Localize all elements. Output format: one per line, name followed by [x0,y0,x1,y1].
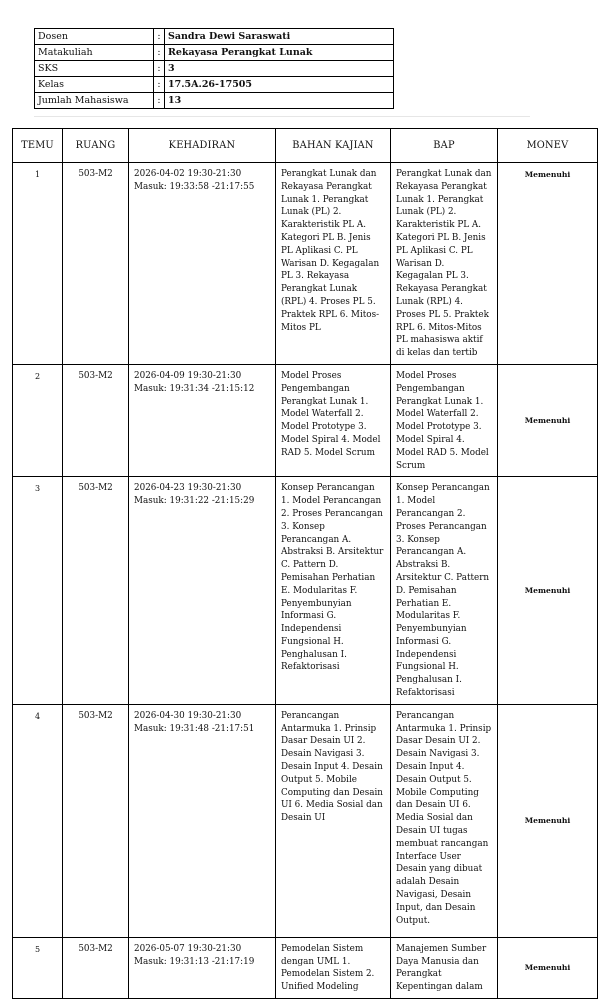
table-row [13,477,598,705]
info-value-jumlah-mahasiswa: 13 [165,93,394,109]
kehadiran-jadwal: 2026-04-02 19:30-21:30 [134,169,242,179]
info-label: Kelas [35,77,154,93]
kehadiran-jadwal: 2026-04-23 19:30-21:30 [134,483,242,494]
info-row-jumlah-mahasiswa [35,93,394,109]
cell-bahan-kajian: Model Proses Pengembangan Perangkat Lunak 1. Model Waterfall 2. Model Prototype 3. Model Spiral 4. Model RAD 5. Model Scrum [276,364,391,476]
info-row-dosen [35,29,394,45]
cell-temu: 5 [13,937,63,998]
cell-kehadiran [129,364,276,476]
cell-bahan-kajian: Perancangan Antarmuka 1. Prinsip Dasar Desain UI 2. Desain Navigasi 3. Desain Input 4. Desain Output 5. Mobile Computing dan Desain UI 6. Media Sosial dan Desain UI [276,704,391,937]
attendance-table [12,128,598,999]
table-row [13,704,598,937]
cell-bap: Perangkat Lunak dan Rekayasa Perangkat Lunak 1. Perangkat Lunak (PL) 2. Karakteristik PL A. Kategori PL B. Jenis PL Aplikasi C. PL Warisan D. Kegagalan PL 3. Rekayasa Perangkat Lunak (RPL) 4. Proses PL 5. Praktek RPL 6. Mitos-Mitos PL mahasiswa aktif di kelas dan tertib [391,163,498,365]
info-colon: : [154,77,165,93]
cell-monev: Memenuhi [498,364,598,476]
info-row-matakuliah [35,45,394,61]
cell-bahan-kajian: Perangkat Lunak dan Rekayasa Perangkat Lunak 1. Perangkat Lunak (PL) 2. Karakteristik PL A. Kategori PL B. Jenis PL Aplikasi C. PL Warisan D. Kegagalan PL 3. Rekayasa Perangkat Lunak (RPL) 4. Proses PL 5. Praktek RPL 6. Mitos-Mitos PL [276,163,391,365]
cell-bap: Konsep Perancangan 1. Model Perancangan 2. Proses Perancangan 3. Konsep Perancangan A. Abstraksi B. Arsitektur C. Pattern D. Pemisahan Perhatian E. Modularitas F. Penyembunyian Informasi G. Independensi Fungsional H. Penghalusan I. Refaktorisasi [391,477,498,705]
cell-ruang: 503-M2 [63,477,129,705]
info-label: Matakuliah [35,45,154,61]
header-kehadiran: KEHADIRAN [129,129,276,163]
cell-bahan-kajian: Konsep Perancangan 1. Model Perancangan 2. Proses Perancangan 3. Konsep Perancangan A. Abstraksi B. Arsitektur C. Pattern D. Pemisahan Perhatian E. Modularitas F. Penyembunyian Informasi G. Independensi Fungsional H. Penghalusan I. Refaktorisasi [276,477,391,705]
info-colon: : [154,93,165,109]
header-bap: BAP [391,129,498,163]
cell-ruang: 503-M2 [63,704,129,937]
header-temu: TEMU [13,129,63,163]
info-label: Jumlah Mahasiswa [35,93,154,109]
cell-kehadiran [129,704,276,937]
cell-ruang: 503-M2 [63,163,129,365]
cell-monev: Memenuhi [498,163,598,365]
kehadiran-jadwal: 2026-04-09 19:30-21:30 [134,370,242,381]
kehadiran-masuk: Masuk: 19:31:48 -21:17:51 [134,723,255,734]
course-info-table [34,28,394,109]
info-value-kelas: 17.5A.26-17505 [165,77,394,93]
info-row-kelas [35,77,394,93]
table-header-row [13,129,598,163]
cell-monev: Memenuhi [498,477,598,705]
info-colon: : [154,29,165,45]
info-label: SKS [35,61,154,77]
cell-bahan-kajian: Pemodelan Sistem dengan UML 1. Pemodelan Sistem 2. Unified Modeling [276,937,391,998]
kehadiran-jadwal: 2026-04-30 19:30-21:30 [134,710,242,721]
info-row-sks [35,61,394,77]
info-label: Dosen [35,29,154,45]
header-bahan-kajian: BAHAN KAJIAN [276,129,391,163]
cell-monev: Memenuhi [498,937,598,998]
cell-temu: 4 [13,704,63,937]
divider [34,116,530,117]
cell-temu: 3 [13,477,63,705]
cell-bap: Manajemen Sumber Daya Manusia dan Perangkat Kepentingan dalam [391,937,498,998]
cell-temu: 1 [13,163,63,365]
info-value-matakuliah: Rekayasa Perangkat Lunak [165,45,394,61]
cell-ruang: 503-M2 [63,364,129,476]
cell-monev: Memenuhi [498,704,598,937]
kehadiran-masuk: Masuk: 19:31:22 -21:15:29 [134,496,255,507]
table-row [13,937,598,998]
cell-kehadiran [129,937,276,998]
kehadiran-masuk: Masuk: 19:31:34 -21:15:12 [134,383,255,394]
info-value-sks: 3 [165,61,394,77]
cell-temu: 2 [13,364,63,476]
info-value-dosen: Sandra Dewi Saraswati [165,29,394,45]
kehadiran-jadwal: 2026-05-07 19:30-21:30 [134,943,242,954]
table-row [13,163,598,365]
cell-ruang: 503-M2 [63,937,129,998]
cell-kehadiran [129,477,276,705]
info-colon: : [154,45,165,61]
info-colon: : [154,61,165,77]
header-ruang: RUANG [63,129,129,163]
kehadiran-masuk: Masuk: 19:33:58 -21:17:55 [134,181,255,192]
cell-kehadiran [129,163,276,365]
kehadiran-masuk: Masuk: 19:31:13 -21:17:19 [134,956,255,967]
header-monev: MONEV [498,129,598,163]
cell-bap: Model Proses Pengembangan Perangkat Lunak 1. Model Waterfall 2. Model Prototype 3. Model Spiral 4. Model RAD 5. Model Scrum [391,364,498,476]
cell-bap: Perancangan Antarmuka 1. Prinsip Dasar Desain UI 2. Desain Navigasi 3. Desain Input 4. Desain Output 5. Mobile Computing dan Desain UI 6. Media Sosial dan Desain UI tugas membuat rancangan Interface User Desain yang dibuat adalah Desain Navigasi, Desain Input, dan Desain Output. [391,704,498,937]
table-row [13,364,598,476]
